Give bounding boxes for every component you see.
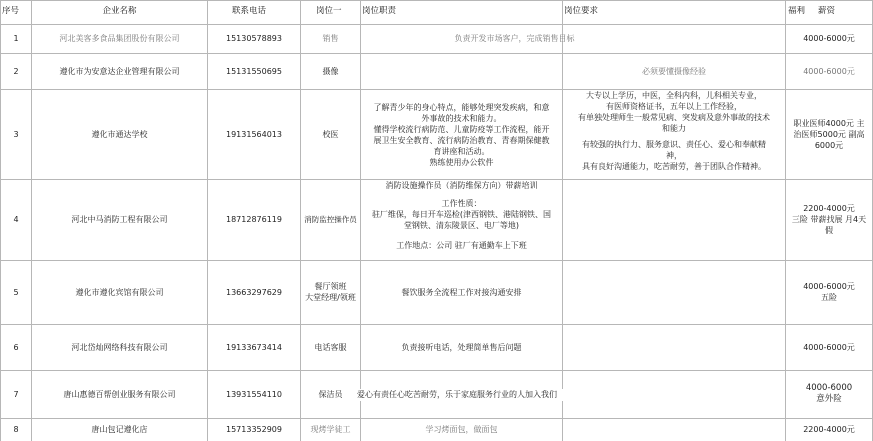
cell-company[interactable]: 河北岱灿网络科技有限公司 [71, 342, 168, 352]
cell-seq[interactable]: 5 [13, 287, 19, 297]
cell-company[interactable]: 遵化市通达学校 [91, 129, 148, 139]
cell-seq[interactable]: 8 [13, 425, 19, 434]
cell-position[interactable]: 校医 [322, 129, 339, 139]
cell-seq[interactable]: 7 [13, 389, 19, 399]
cell-position[interactable]: 餐厅领班 大堂经理/领班 [305, 282, 356, 302]
cell-seq[interactable]: 4 [13, 215, 19, 224]
cell-company[interactable]: 河北美客多食品集团股份有限公司 [59, 34, 180, 43]
cell-phone[interactable]: 19131564013 [226, 129, 282, 139]
cell-position[interactable]: 保洁员 [318, 389, 343, 399]
header-requirements[interactable]: 岗位要求 [564, 6, 599, 16]
salary-line: 治医师5000元 副高 [793, 129, 865, 139]
cell-phone[interactable]: 19133673414 [226, 342, 282, 352]
cell-position[interactable]: 电话客服 [314, 342, 347, 352]
salary-line: 4000-6000 [805, 383, 853, 393]
req-line: 有较强的执行力、服务意识、责任心、爱心和奉献精 [582, 140, 766, 149]
cell-position[interactable]: 销售 [322, 34, 339, 43]
cell-requirements[interactable] [563, 89, 785, 179]
duty-line: 驻厂维保，每日开车巡检(津西钢铁、港陆钢铁、国 [371, 210, 552, 219]
cell-company[interactable]: 河北中马消防工程有限公司 [71, 215, 168, 224]
duty-line: 工作地点：公司 驻厂有通勤车上下班 [396, 241, 527, 250]
header-company[interactable]: 企业名称 [102, 6, 137, 16]
header-salary[interactable]: 薪资 [818, 6, 836, 16]
salary-line: 五险 [821, 293, 837, 302]
cell-salary[interactable]: 4000-6000元 [803, 342, 855, 352]
cell-duty[interactable]: 餐饮服务全流程工作对接沟通安排 [401, 287, 522, 297]
cell-company[interactable]: 唐山惠德百帮创业服务有限公司 [63, 389, 176, 399]
cell-duty[interactable]: 学习烤面包，做面包 [425, 425, 498, 434]
cell-phone[interactable]: 15131550695 [226, 66, 282, 76]
cell-duty[interactable]: 爱心有责任心吃苦耐劳，乐于家庭服务行业的人加入我们 [357, 389, 619, 401]
salary-line: 2200-4000元 [803, 204, 855, 213]
cell-seq[interactable]: 3 [13, 129, 19, 139]
duty-line: 育讲座和活动。 [433, 147, 490, 156]
cell-seq[interactable]: 1 [13, 34, 19, 43]
cell-position[interactable]: 摄像 [322, 66, 339, 76]
cell-seq[interactable]: 6 [13, 342, 19, 352]
duty-line: 工作性质： [441, 199, 482, 208]
cell-company[interactable]: 遵化市遵化宾馆有限公司 [75, 287, 164, 297]
cell-salary[interactable] [786, 370, 872, 418]
duty-line: 懂得学校流行病防范、儿童防疫等工作流程，能开 [373, 125, 550, 134]
salary-line: 意外险 [816, 394, 842, 404]
cell-salary[interactable] [786, 260, 872, 324]
duty-line: 外事故的技术和能力。 [421, 114, 502, 123]
cell-duty[interactable] [361, 92, 562, 178]
duty-line: 了解青少年的身心特点，能够处理突发疾病，和意 [373, 103, 550, 112]
duty-line [361, 231, 562, 240]
cell-phone[interactable]: 15130578893 [226, 34, 282, 43]
req-line: 和能力 [662, 124, 686, 133]
cell-requirements[interactable]: 必须要懂摄像经验 [642, 66, 706, 76]
req-line: 有医师资格证书，五年以上工作经验， [606, 102, 742, 111]
duty-line: 熟练使用办公软件 [429, 158, 494, 167]
header-seq[interactable]: 序号 [2, 6, 20, 16]
cell-salary[interactable]: 2200-4000元 [803, 425, 855, 434]
req-line: 具有良好沟通能力，吃苦耐劳，善于团队合作精神。 [582, 162, 766, 171]
cell-salary[interactable]: 4000-6000元 [803, 34, 855, 43]
cell-company[interactable]: 遵化市为安意达企业管理有限公司 [59, 66, 180, 76]
cell-company[interactable]: 唐山包记遵化店 [91, 425, 148, 434]
header-benefit[interactable]: 福利 [788, 6, 806, 16]
grid-line [0, 0, 873, 1]
header-duty[interactable]: 岗位职责 [362, 6, 397, 16]
salary-line: 假 [825, 226, 833, 235]
salary-line: 4000-6000元 [803, 282, 855, 291]
cell-salary[interactable] [786, 89, 872, 179]
duty-line: 堂钢铁、清东陵景区、电厂等地) [403, 221, 520, 230]
cell-position[interactable]: 消防监控操作员 [304, 215, 357, 224]
cell-phone[interactable]: 13663297629 [226, 287, 282, 297]
req-line: 大专以上学历，中医，全科内科，儿科相关专业， [586, 91, 762, 100]
duty-line: 展卫生安全教育、流行病防治教育、青春期保健教 [373, 136, 550, 145]
salary-line: 职业医师4000元 主 [793, 118, 865, 128]
cell-position[interactable]: 现烤学徒工 [310, 425, 351, 434]
req-line: 神， [666, 151, 682, 160]
header-phone[interactable]: 联系电话 [232, 6, 267, 16]
cell-duty[interactable]: 负责开发市场客户，完成销售目标 [454, 34, 575, 43]
cell-salary[interactable] [786, 179, 872, 260]
header-position[interactable]: 岗位一 [316, 6, 342, 16]
cell-duty[interactable]: 负责接听电话，处理简单售后问题 [401, 342, 522, 352]
req-line: 有单独处理师生一般常见病、突发病及意外事故的技术 [578, 113, 770, 122]
salary-line: 6000元 [814, 140, 844, 150]
salary-line: 三险 带薪找展 月4天 [791, 215, 867, 224]
duty-line [361, 191, 562, 198]
duty-line: 消防设施操作员（消防维保方向）带薪培训 [385, 181, 538, 190]
cell-phone[interactable]: 13931554110 [226, 389, 282, 399]
cell-salary[interactable]: 4000-6000元 [803, 66, 855, 76]
cell-duty[interactable] [361, 180, 562, 260]
cell-phone[interactable]: 18712876119 [226, 215, 282, 224]
cell-seq[interactable]: 2 [13, 66, 19, 76]
cell-phone[interactable]: 15713352909 [226, 425, 282, 434]
